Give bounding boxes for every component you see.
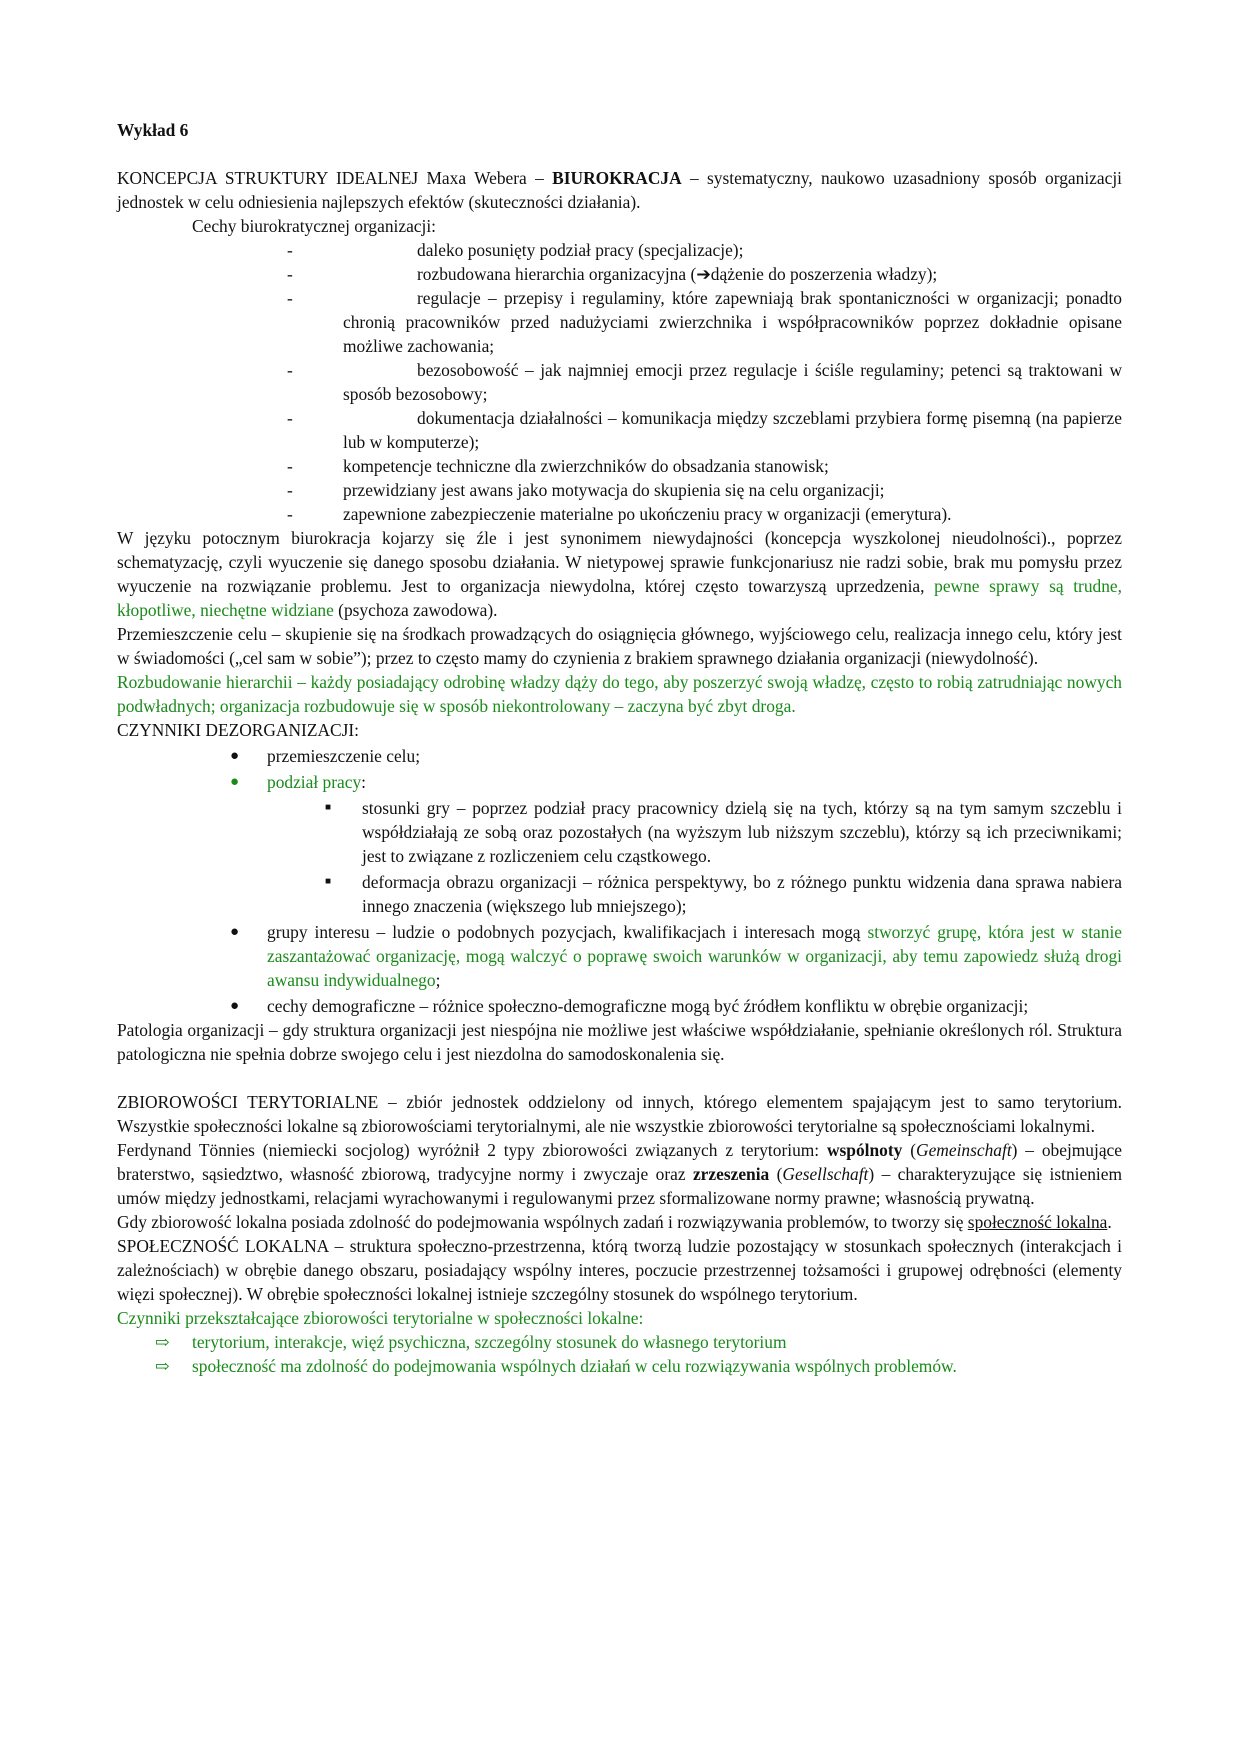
list-item: - bezosobowość – jak najmniej emocji przez regulacje i ściśle regulaminy; petenci są traktowani w sposób bezosobowy;: [287, 360, 1122, 404]
hierarchy-expansion-paragraph: Rozbudowanie hierarchii – każdy posiadający odrobinę władzy dąży do tego, aby poszerzyć swoją władzę, często to robią zatrudniając nowych podwładnych; organizacja rozbudowuje się w sposób niekontrolowany – zaczyna być zbyt droga.: [117, 672, 1122, 716]
weber-concept-paragraph: [117, 166, 1122, 214]
list-item: - kompetencje techniczne dla zwierzchników do obsadzania stanowisk;: [287, 456, 829, 476]
colloquial-meaning-paragraph: W języku potocznym biurokracja kojarzy się źle i jest synonimem niewydajności (koncepcja wyszkolonej nieudolności)., poprzez schematyzację, czyli wyuczenie się danego sposobu działania. W nietypowej sprawie funkcjonariusz nie radzi sobie, brak mu pomysłu przez wyuczenie na rozwiązanie problemu. Jest to organizacja niewydolna, której często towarzyszą uprzedzenia, pewne sprawy są trudne, kłopotliwe, niechętne widziane (psychoza zawodowa).: [117, 528, 1122, 620]
territorial-definition-paragraph: ZBIOROWOŚCI TERYTORIALNE – zbiór jednostek oddzielony od innych, którego elementem spajającym jest to samo terytorium. Wszystkie społeczności lokalne są zbiorowościami terytorialnymi, ale nie wszystkie zbiorowości terytorialne są społecznościami lokalnymi.: [117, 1092, 1122, 1136]
division-of-labor-sublist: [117, 796, 1122, 918]
transforming-factors-heading: Czynniki przekształcające zbiorowości terytorialne w społeczności lokalne:: [117, 1308, 644, 1328]
arrow-right-icon: ⇨: [155, 1332, 170, 1352]
arrow-right-icon: ⇨: [155, 1356, 170, 1376]
bureaucracy-features-list: [117, 238, 1122, 526]
dash-bullet-icon: -: [287, 240, 293, 260]
dash-bullet-icon: -: [287, 408, 293, 428]
lecture-title: Wykład 6: [117, 120, 189, 140]
term-local-community: społeczność lokalna: [967, 1212, 1108, 1232]
weber-definition: – systematyczny, naukowo uzasadniony sposób organizacji jednostek w celu odniesienia najlepszych efektów (skuteczności działania).: [117, 168, 1122, 212]
list-item: - daleko posunięty podział pracy (specjalizacje);: [287, 240, 744, 260]
green-highlight: stworzyć grupę, która jest w stanie zaszantażować organizację, mogą walczyć o poprawę swoich warunków w organizacji, aby temu zapowiedz służą drogi awansu indywidualnego: [267, 922, 1123, 990]
list-item: ● podział pracy: ■ stosunki gry – poprzez podział pracy pracownicy dzielą się na tych, którzy są na tym samym szczeblu i współdziałają ze sobą oraz pozostałych (na wyższym lub niższym szczeblu), którzy są ich przeciwnikami; jest to związane z rozliczeniem celu cząstkowego. ■ deformacja obrazu organizacji – różnica perspektywy, bo z różnego punktu widzenia dana sprawa nabiera innego znaczenia (większego lub mniejszego);: [117, 770, 1122, 918]
dash-bullet-icon: -: [287, 504, 293, 524]
list-item: - dokumentacja działalności – komunikacja między szczeblami przybiera formę pisemną (na papierze lub w komputerze);: [287, 408, 1122, 452]
features-heading: Cechy biurokratycznej organizacji:: [192, 216, 437, 236]
list-item: ● cechy demograficzne – różnice społeczno-demograficzne mogą być źródłem konfliktu w obrębie organizacji;: [230, 996, 1029, 1016]
local-community-emergence-paragraph: Gdy zbiorowość lokalna posiada zdolność do podejmowania wspólnych zadań i rozwiązywania problemów, to tworzy się społeczność lokalna.: [117, 1212, 1112, 1232]
list-item: ● przemieszczenie celu;: [230, 746, 421, 766]
dash-bullet-icon: -: [287, 480, 293, 500]
list-item: - regulacje – przepisy i regulaminy, które zapewniają brak spontaniczności w organizacji; ponadto chronią pracowników przed nadużyciami zwierzchnika i współpracowników poprzez dokładnie opisane możliwe zachowania;: [287, 288, 1122, 356]
term-wspolnoty: wspólnoty: [826, 1140, 903, 1160]
pathology-paragraph: Patologia organizacji – gdy struktura organizacji jest niespójna nie możliwe jest właściwe współdziałanie, spełnianie określonych ról. Struktura patologiczna nie spełnia dobrze swojego celu i jest niezdolna do samodoskonalenia się.: [117, 1020, 1122, 1064]
list-item: ■ stosunki gry – poprzez podział pracy pracownicy dzielą się na tych, którzy są na tym samym szczeblu i współdziałają ze sobą oraz pozostałych (na wyższym lub niższym szczeblu), którzy są ich przeciwnikami; jest to związane z rozliczeniem celu cząstkowego.: [325, 798, 1122, 866]
bureaucracy-term: BIUROKRACJA: [552, 168, 682, 188]
bullet-icon: ●: [230, 748, 240, 764]
disorganization-heading: CZYNNIKI DEZORGANIZACJI:: [117, 720, 359, 740]
dash-bullet-icon: -: [287, 360, 293, 380]
list-item: - przewidziany jest awans jako motywacja do skupienia się na celu organizacji;: [287, 480, 885, 500]
list-item: ⇨ terytorium, interakcje, więź psychiczna, szczególny stosunek do własnego terytorium: [155, 1332, 787, 1352]
dash-bullet-icon: -: [287, 288, 293, 308]
bullet-icon: ●: [230, 774, 240, 790]
goal-displacement-paragraph: Przemieszczenie celu – skupienie się na środkach prowadzących do osiągnięcia głównego, wyjściowego celu, realizacja innego celu, który jest w świadomości („cel sam w sobie”); przez to często mamy do czynienia z brakiem sprawnego działania organizacji (niewydolność).: [117, 624, 1122, 668]
transforming-factors-list: [117, 1330, 1122, 1378]
list-item: - rozbudowana hierarchia organizacyjna (➔dążenie do poszerzenia władzy);: [287, 264, 938, 284]
weber-lead: KONCEPCJA STRUKTURY IDEALNEJ Maxa Webera –: [117, 168, 553, 188]
disorganization-factors-list: [117, 744, 1122, 1018]
list-item: ■ deformacja obrazu organizacji – różnica perspektywy, bo z różnego punktu widzenia dana sprawa nabiera innego znaczenia (większego lub mniejszego);: [325, 872, 1122, 916]
square-bullet-icon: ■: [325, 802, 332, 813]
green-highlight: pewne sprawy są trudne, kłopotliwe, niechętne widziane: [117, 576, 1122, 620]
dash-bullet-icon: -: [287, 264, 293, 284]
term-gemeinschaft: Gemeinschaft: [916, 1140, 1012, 1160]
dash-bullet-icon: -: [287, 456, 293, 476]
list-item: ● grupy interesu – ludzie o podobnych pozycjach, kwalifikacjach i interesach mogą stworzyć grupę, która jest w stanie zaszantażować organizację, mogą walczyć o poprawę swoich warunków w organizacji, aby temu zapowiedz służą drogi awansu indywidualnego;: [230, 922, 1123, 990]
local-community-definition-paragraph: SPOŁECZNOŚĆ LOKALNA – struktura społeczno-przestrzenna, którą tworzą ludzie pozostający w stosunkach społecznych (interakcjach i zależnościach) w obrębie danego obszaru, posiadający wspólny interes, poczucie przestrzennej tożsamości i grupowej odrębności (elementy więzi społecznej). W obrębie społeczności lokalnej istnieje szczególny stosunek do wspólnego terytorium.: [117, 1236, 1122, 1304]
term-gesellschaft: Gesellschaft: [782, 1164, 869, 1184]
spacer: [117, 1066, 1122, 1090]
document-page: [117, 118, 1122, 1378]
square-bullet-icon: ■: [325, 876, 332, 887]
list-item: - zapewnione zabezpieczenie materialne po ukończeniu pracy w organizacji (emerytura).: [287, 504, 952, 524]
tonnies-paragraph: Ferdynand Tönnies (niemiecki socjolog) wyróżnił 2 typy zbiorowości związanych z terytorium: wspólnoty (Gemeinschaft) – obejmujące braterstwo, sąsiedztwo, własność zbiorową, tradycyjne normy i zwyczaje oraz zrzeszenia (Gesellschaft) – charakteryzujące się istnieniem umów między jednostkami, relacjami wyrachowanymi i regulowanymi przez sformalizowane normy prawne; własnością prywatną.: [117, 1140, 1122, 1208]
bullet-icon: ●: [230, 924, 240, 940]
bullet-icon: ●: [230, 998, 240, 1014]
list-item: ⇨ społeczność ma zdolność do podejmowania wspólnych działań w celu rozwiązywania wspólnych problemów.: [155, 1356, 957, 1376]
term-zrzeszenia: zrzeszenia: [692, 1164, 770, 1184]
